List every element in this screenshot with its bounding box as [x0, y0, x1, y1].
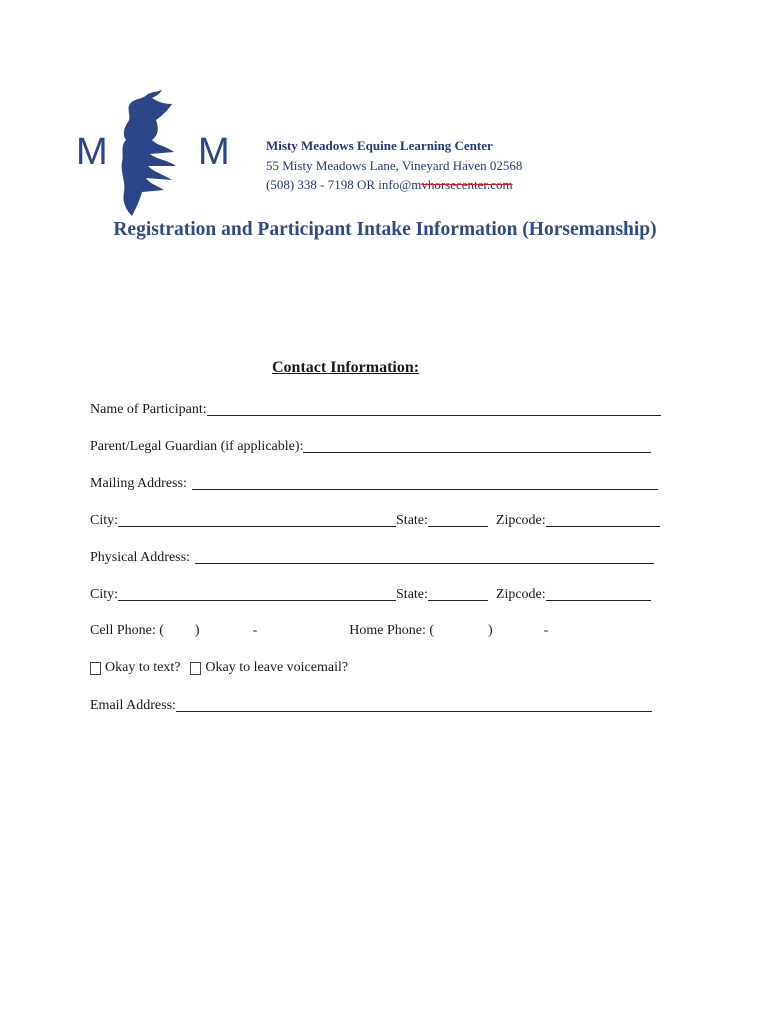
state-label: State:: [396, 513, 428, 528]
contact-phone-email: (508) 338 - 7198 OR info@m: [266, 177, 422, 192]
cell-phone-dash: -: [252, 623, 258, 638]
city-blank[interactable]: [118, 512, 396, 527]
mailing-address-blank[interactable]: [192, 475, 658, 490]
participant-name-label: Name of Participant:: [90, 402, 207, 417]
contact-email-struck: vhorsecenter.com: [421, 177, 513, 192]
city-label: City:: [90, 587, 119, 602]
city-blank[interactable]: [118, 586, 396, 601]
ok-to-voicemail-label: Okay to leave voicemail?: [205, 660, 349, 675]
zipcode-label: Zipcode:: [495, 513, 546, 528]
home-phone-dash: -: [543, 623, 549, 638]
organization-logo: [76, 90, 236, 218]
ok-to-text-label: Okay to text?: [105, 660, 181, 675]
cell-phone-label: Cell Phone: (: [90, 623, 164, 638]
field-participant-name: [90, 401, 661, 418]
participant-name-blank[interactable]: [207, 401, 661, 416]
zipcode-blank[interactable]: [546, 586, 651, 601]
physical-address-label: Physical Address:: [90, 550, 190, 565]
organization-name: Misty Meadows Equine Learning Center: [266, 138, 493, 153]
field-phones: [90, 623, 548, 639]
email-blank[interactable]: [176, 697, 652, 712]
section-heading-contact: Contact Information:: [272, 359, 420, 376]
guardian-blank[interactable]: [303, 438, 651, 453]
field-guardian: [90, 438, 651, 455]
field-city-state-zip-physical: [90, 586, 651, 603]
organization-address: 55 Misty Meadows Lane, Vineyard Haven 02568: [266, 157, 523, 173]
field-email: [90, 697, 652, 714]
ok-to-voicemail-checkbox[interactable]: [190, 662, 201, 675]
horse-head-icon: [122, 90, 176, 216]
guardian-label: Parent/Legal Guardian (if applicable):: [90, 439, 304, 454]
home-phone-label: Home Phone: (: [349, 623, 434, 638]
ok-to-text-checkbox[interactable]: [90, 662, 101, 675]
home-phone-paren-close: ): [488, 623, 493, 638]
state-blank[interactable]: [428, 512, 488, 527]
zipcode-label: Zipcode:: [495, 587, 546, 602]
organization-info: [266, 136, 522, 195]
svg-text:M: M: [76, 131, 108, 173]
field-mailing-address: [90, 475, 658, 492]
field-physical-address: [90, 549, 654, 566]
field-city-state-zip-mailing: [90, 512, 660, 529]
email-label: Email Address:: [90, 698, 176, 713]
cell-phone-paren-close: ): [194, 623, 200, 638]
mailing-address-label: Mailing Address:: [90, 476, 187, 491]
field-contact-preferences: [90, 660, 348, 676]
organization-contact: [266, 175, 522, 195]
state-label: State:: [396, 587, 428, 602]
svg-text:M: M: [198, 131, 230, 173]
physical-address-blank[interactable]: [195, 549, 654, 564]
state-blank[interactable]: [428, 586, 488, 601]
page-title: Registration and Participant Intake Information (Horsemanship): [113, 219, 657, 240]
city-label: City:: [90, 513, 119, 528]
zipcode-blank[interactable]: [546, 512, 660, 527]
